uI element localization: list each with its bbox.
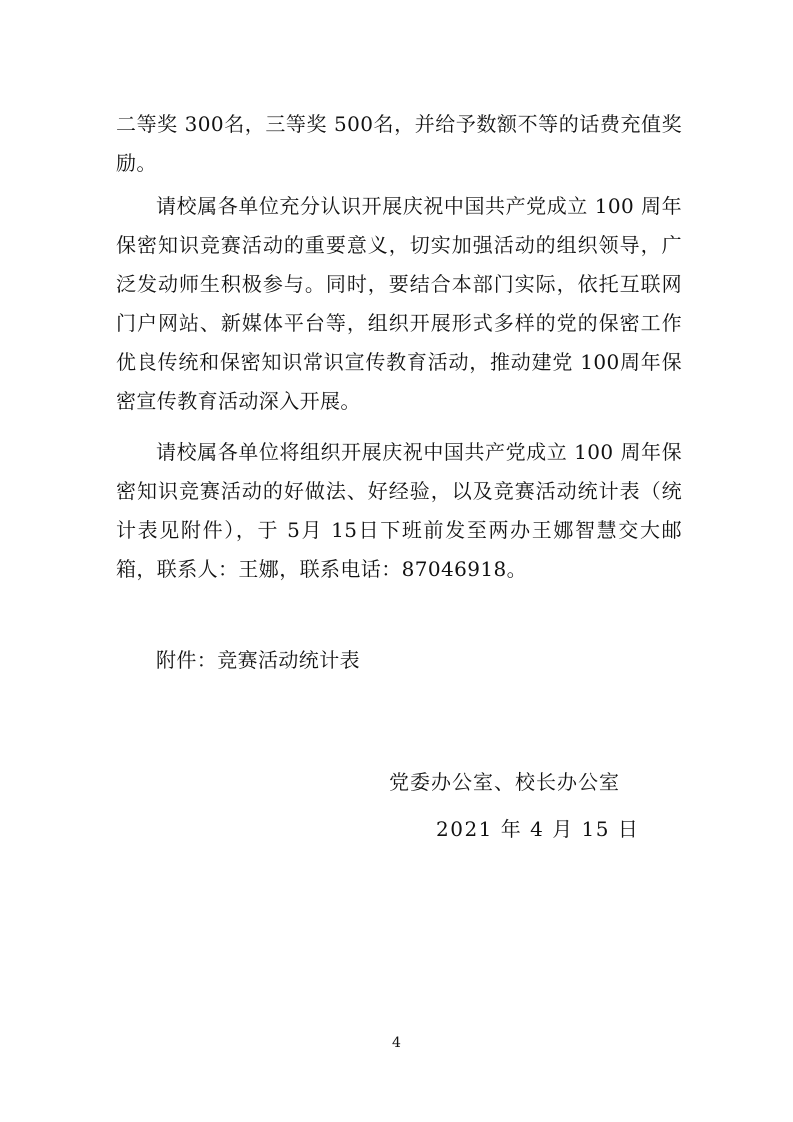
attachment-line: 附件：竞赛活动统计表 (156, 648, 360, 672)
paragraph-awards: 二等奖 300名，三等奖 500名，并给予数额不等的话费充值奖励。 (116, 112, 682, 175)
paragraph-submission: 请校属各单位将组织开展庆祝中国共产党成立 100 周年保密知识竞赛活动的好做法、好经验，以及竞赛活动统计表（统计表见附件），于 5月 15日下班前发至两办王娜智慧交大邮箱，联系人：王娜，联系电话：87046918。 (116, 440, 682, 581)
signature-date: 2021 年 4 月 15 日 (436, 817, 640, 841)
page-number: 4 (392, 1035, 401, 1051)
paragraph-significance: 请校属各单位充分认识开展庆祝中国共产党成立 100 周年保密知识竞赛活动的重要意义，切实加强活动的组织领导，广泛发动师生积极参与。同时，要结合本部门实际，依托互联网门户网站、新媒体平台等，组织开展形式多样的党的保密工作优良传统和保密知识常识宣传教育活动，推动建党 100周年保密宣传教育活动深入开展。 (116, 194, 682, 413)
signature-organization: 党委办公室、校长办公室 (389, 770, 620, 794)
